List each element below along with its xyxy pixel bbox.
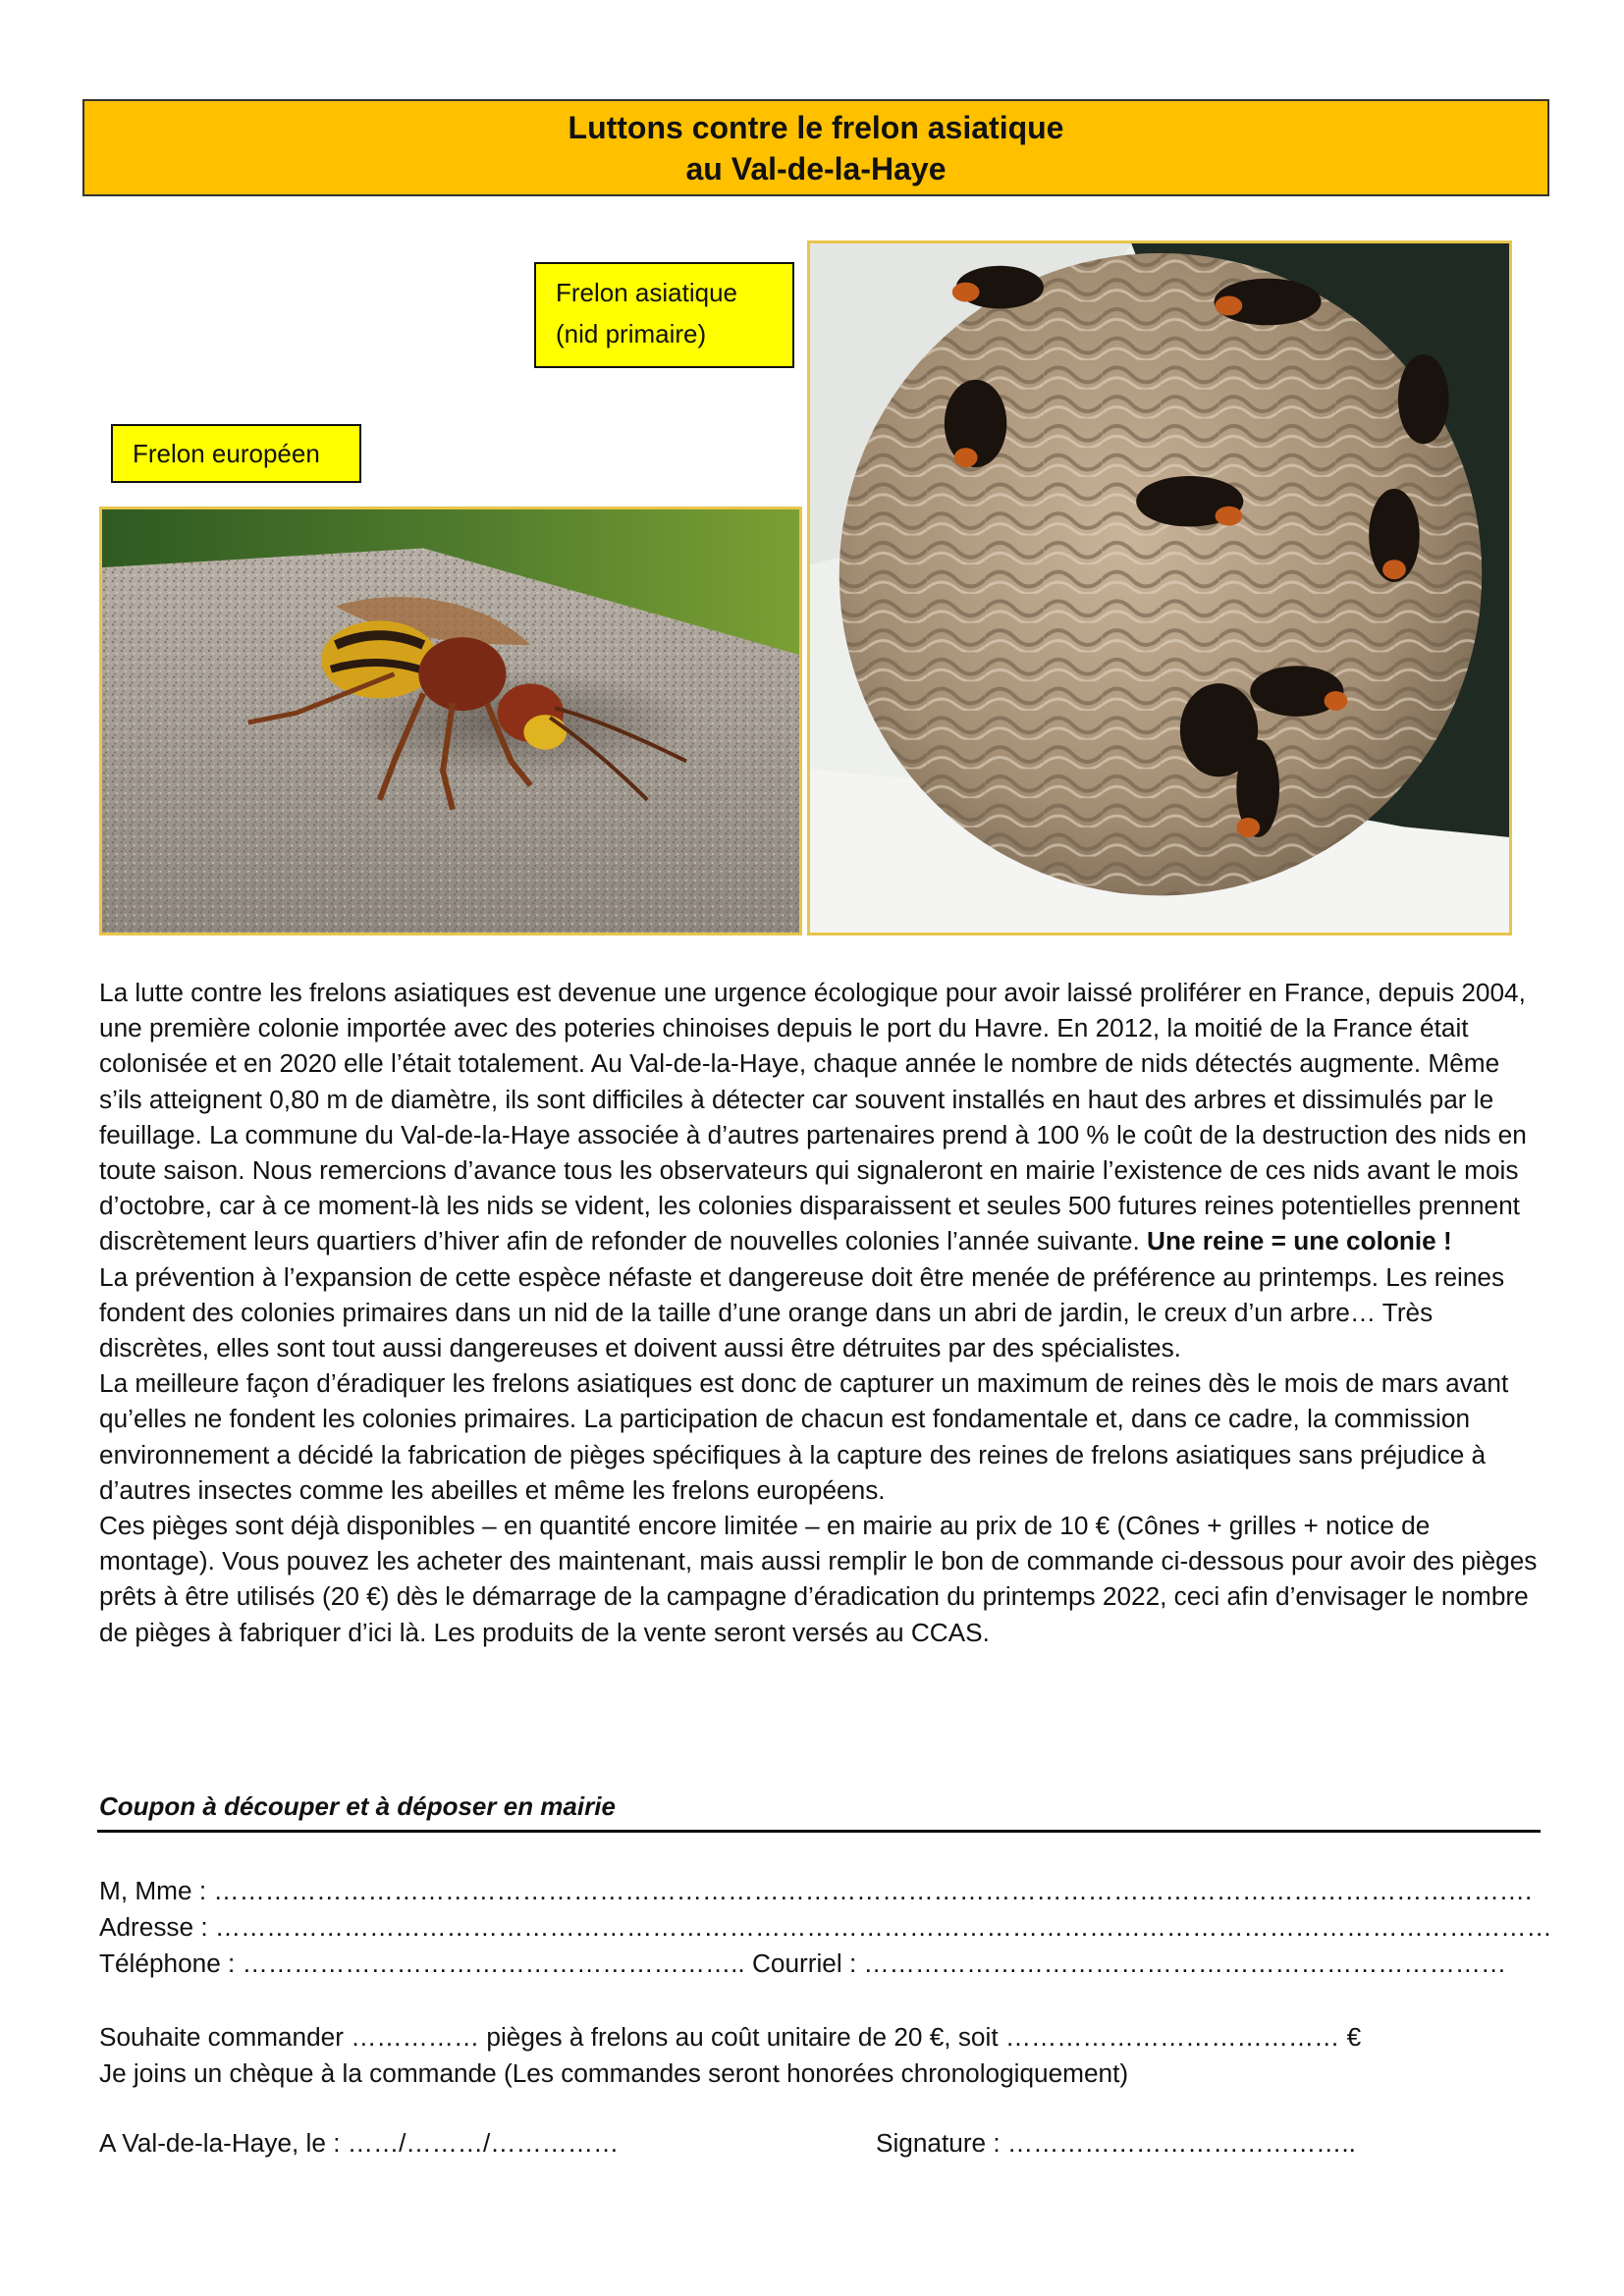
paragraph-1-bold: Une reine = une colonie ! [1147,1226,1452,1256]
paragraph-1 [99,975,1543,1259]
title-banner [82,99,1549,196]
cheque-note: Je joins un chèque à la commande (Les commandes seront honorées chronologiquement) [99,2058,1129,2088]
paragraph-2: La prévention à l’expansion de cette espèce néfaste et dangereuse doit être menée de préférence au printemps. Les reines fondent des colonies primaires dans un nid de la taille d’une orange dans un abri de jardin, le creux d’un arbre… Très discrètes, elles sont tout aussi dangereuses et doivent aussi être détruites par des spécialistes. [99,1261,1505,1363]
address-field: Adresse : ………………………………………………………………………………………………………………………………………… [99,1912,1552,1942]
asian-hornet-nest-image [810,243,1509,933]
paragraph-1-text: La lutte contre les frelons asiatiques est devenue une urgence écologique pour avoir laissé proliférer en France, depuis 2004, une première colonie importée avec des poteries chinoises depuis le port du Havre. En 2012, la moitié de la France était colonisée et en 2020 elle l’était totalement. Au Val-de-la-Haye, chaque année le nombre de nids détectés augmente. Même s’ils atteignent 0,80 m de diamètre, ils sont difficiles à détecter car souvent installés en haut des arbres et dissimulés par le feuillage. La commune du Val-de-la-Haye associée à d’autres partenaires prend à 100 % le coût de la destruction des nids en toute saison. Nous remercions d’avance tous les observateurs qui signaleront en mairie l’existence de ces nids avant le mois d’octobre, car à ce moment-là les nids se vident, les colonies disparaissent et seules 500 futures reines potentielles prennent discrètement leurs quartiers d’hiver afin de refonder de nouvelles colonies l’année suivante. [99,978,1527,1256]
phone-email-field: Téléphone : ………………………………………………….. Courriel : ………………………………………………………………… [99,1949,1507,1978]
label-asian-line-2: (nid primaire) [556,319,707,348]
article-body [99,975,1543,1650]
paragraph-4: Ces pièges sont déjà disponibles – en quantité encore limitée – en mairie au prix de 10 € (Cônes + grilles + notice de montage). Vous pouvez les acheter des maintenant, mais aussi remplir le bon de commande ci-dessous pour avoir des pièges prêts à être utilisés (20 €) dès le démarrage de la campagne d’éradication du printemps 2022, ceci afin d’envisager le nombre de pièges à fabriquer d’ici là. Les produits de la vente seront versés au CCAS. [99,1511,1538,1647]
european-hornet-image [102,509,799,933]
date-field: A Val-de-la-Haye, le : ……/………/…………… [99,2128,620,2158]
name-field: M, Mme : ………………………………………………………………………………………………………………………………………. [99,1876,1533,1905]
label-asian-line-1: Frelon asiatique [556,278,737,307]
paragraph-3: La meilleure façon d’éradiquer les frelons asiatiques est donc de capturer un maximum de reines dès le mois de mars avant qu’elles ne fondent les colonies primaires. La participation de chacun est fondamentale et, dans ce cadre, la commission environnement a décidé la fabrication de pièges spécifiques à la capture des reines de frelons asiatiques sans préjudice à d’autres insectes comme les abeilles et même les frelons européens. [99,1368,1509,1505]
signature-field: Signature : ………………………………….. [876,2128,1356,2158]
label-asian-hornet [534,262,794,368]
coupon-title: Coupon à découper et à déposer en mairie [99,1791,616,1821]
asian-hornet-nest-photo [807,240,1512,935]
label-european-hornet: Frelon européen [111,424,361,483]
european-hornet-photo [99,507,802,935]
title-line-1: Luttons contre le frelon asiatique [568,109,1064,145]
title-line-2: au Val-de-la-Haye [685,150,947,187]
order-quantity-field: Souhaite commander …………… pièges à frelons au coût unitaire de 20 €, soit ………………………………… € [99,2022,1362,2052]
coupon-divider [97,1830,1541,1833]
